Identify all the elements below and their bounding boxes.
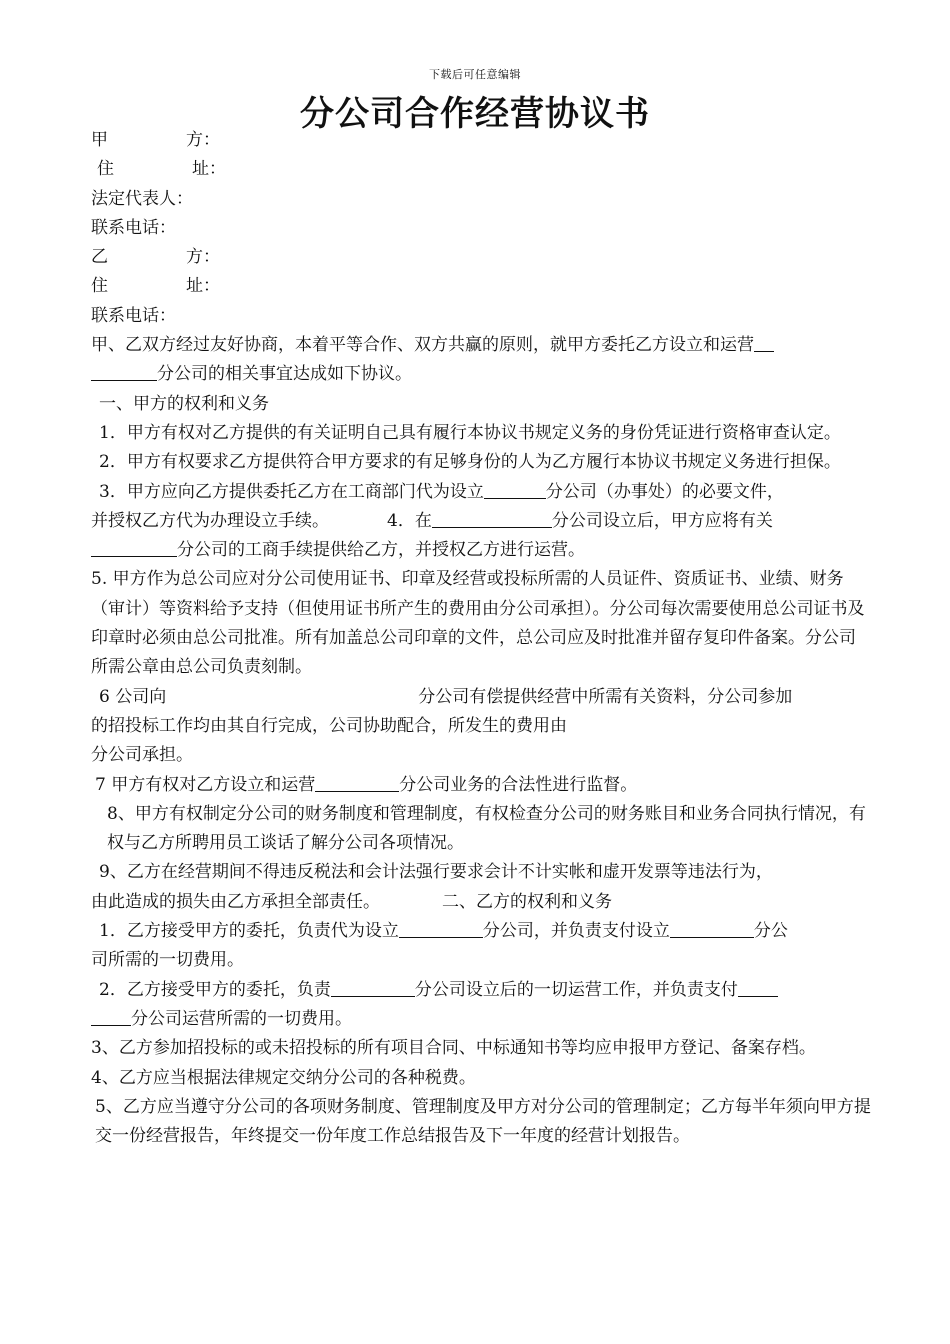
party-a-label-jia: 甲 bbox=[91, 130, 108, 150]
section1-item5: 5. 甲方作为总公司应对分公司使用证书、印章及经营或投标所需的人员证件、资质证书、业绩、财务（审计）等资料给予支持（但使用证书所产生的费用由分公司承担）。分公司每次需要使用总公司证书及印章时必须由总公司批准。所有加盖总公司印章的文件，总公司应及时批准并留存复印件备案。分公司所需公章由总公司负责刻制。 bbox=[91, 569, 865, 678]
header-note: 下载后可任意编辑 bbox=[429, 68, 521, 81]
section1-item7-text-b: 分公司业务的合法性进行监督。 bbox=[399, 774, 638, 795]
party-b-name-row bbox=[91, 243, 871, 272]
party-b-address-row bbox=[91, 272, 871, 301]
section2-item5: 5、乙方应当遵守分公司的各项财务制度、管理制度及甲方对分公司的管理制定；乙方每半年须向甲方提交一份经营报告，年终提交一份年度工作总结报告及下一年度的经营计划报告。 bbox=[95, 1096, 871, 1147]
section1-item7-text-a: 7 甲方有权对乙方设立和运营 bbox=[95, 774, 316, 795]
section2-item1-line2: 司所需的一切费用。 bbox=[91, 950, 244, 971]
section2-item4: 4、乙方应当根据法律规定交纳分公司的各种税费。 bbox=[91, 1067, 476, 1088]
section1-item6-text-a: 6 公司向 bbox=[99, 686, 167, 707]
section1-item3-text-c: 并授权乙方代为办理设立手续。 bbox=[91, 510, 329, 531]
section2-item1-text-c: 分公 bbox=[753, 921, 788, 942]
section1-item7 bbox=[91, 771, 871, 800]
party-a-label-zhu: 住 bbox=[97, 159, 114, 180]
section1-item3-text-b: 分公司（办事处）的必要文件， bbox=[545, 481, 784, 502]
section2-item1-line1 bbox=[91, 917, 871, 946]
party-a-label-fang: 方： bbox=[186, 130, 220, 150]
party-b-label-zhu: 住 bbox=[91, 276, 108, 297]
section1-heading: 一、甲方的权利和义务 bbox=[99, 393, 269, 414]
party-a-label-zhi: 址： bbox=[192, 159, 226, 180]
intro-part2: 分公司的相关事宜达成如下协议。 bbox=[157, 364, 412, 385]
section2-item2-text-b: 分公司设立后的一切运营工作，并负责支付 bbox=[414, 979, 738, 1000]
section1-item6-line3: 分公司承担。 bbox=[91, 745, 193, 766]
party-a-legal-rep: 法定代表人： bbox=[91, 188, 193, 209]
party-a-phone: 联系电话： bbox=[91, 217, 176, 238]
blank-field bbox=[91, 362, 157, 381]
section1-item9-line2 bbox=[91, 888, 871, 917]
section1-item3-line1 bbox=[91, 478, 871, 507]
party-b-label-yi: 乙 bbox=[91, 247, 108, 268]
section2-item3: 3、乙方参加招投标的或未招投标的所有项目合同、中标通知书等均应申报甲方登记、备案存档。 bbox=[91, 1038, 816, 1059]
party-a-address-row bbox=[91, 155, 871, 184]
blank-field bbox=[91, 538, 177, 557]
section2-item2-line2 bbox=[91, 1005, 871, 1034]
section1-item6-line1 bbox=[91, 683, 871, 712]
document-body bbox=[91, 126, 871, 1151]
section2-item2-line1 bbox=[91, 976, 871, 1005]
party-a-name-row bbox=[91, 126, 871, 155]
section1-item1: 1．甲方有权对乙方提供的有关证明自己具有履行本协议书规定义务的身份凭证进行资格审查认定。 bbox=[99, 422, 841, 443]
blank-field bbox=[432, 509, 552, 528]
section2-item2-text-a: 2．乙方接受甲方的委托，负责 bbox=[99, 979, 331, 1000]
section1-item6-line2: 的招投标工作均由其自行完成，公司协助配合，所发生的费用由 bbox=[91, 715, 567, 736]
blank-field bbox=[399, 919, 483, 938]
intro-line-2 bbox=[91, 360, 871, 389]
section1-item8: 8、甲方有权制定分公司的财务制度和管理制度，有权检查分公司的财务账目和业务合同执行情况，有权与乙方所聘用员工谈话了解分公司各项情况。 bbox=[107, 803, 866, 854]
party-b-label-fang: 方： bbox=[186, 247, 220, 268]
blank-field bbox=[754, 333, 774, 352]
blank-field bbox=[738, 978, 778, 997]
blank-field bbox=[91, 1007, 131, 1026]
section1-item3-text-a: 3．甲方应向乙方提供委托乙方在工商部门代为设立 bbox=[99, 481, 484, 502]
section2-heading: 二、乙方的权利和义务 bbox=[442, 891, 612, 912]
section2-item1-text-a: 1．乙方接受甲方的委托，负责代为设立 bbox=[99, 921, 399, 942]
blank-field bbox=[670, 919, 754, 938]
section1-item6-text-b: 分公司有偿提供经营中所需有关资料，分公司参加 bbox=[418, 686, 793, 707]
section1-item9-text-b: 由此造成的损失由乙方承担全部责任。 bbox=[91, 891, 380, 912]
section1-item4-text-c: 分公司的工商手续提供给乙方，并授权乙方进行运营。 bbox=[177, 540, 585, 561]
blank-field bbox=[315, 773, 399, 792]
section1-item4-line2 bbox=[91, 536, 871, 565]
section1-item4-text-a: 4．在 bbox=[387, 510, 432, 531]
intro-part1: 甲、乙双方经过友好协商，本着平等合作、双方共赢的原则，就甲方委托乙方设立和运营 bbox=[91, 335, 754, 356]
section2-item2-text-c: 分公司运营所需的一切费用。 bbox=[131, 1008, 352, 1029]
intro-line-1 bbox=[91, 331, 871, 360]
section2-item1-text-b: 分公司，并负责支付设立 bbox=[482, 921, 670, 942]
section1-item9-line1: 9、乙方在经营期间不得违反税法和会计法强行要求会计不计实帐和虚开发票等违法行为， bbox=[99, 862, 773, 883]
party-b-phone: 联系电话： bbox=[91, 305, 176, 326]
document-title: 分公司合作经营协议书 bbox=[300, 94, 650, 134]
section1-item3-4-line bbox=[91, 507, 871, 536]
party-b-label-zhi: 址： bbox=[186, 276, 220, 297]
section1-item2: 2．甲方有权要求乙方提供符合甲方要求的有足够身份的人为乙方履行本协议书规定义务进行担保。 bbox=[99, 452, 841, 473]
blank-field bbox=[331, 978, 415, 997]
blank-field bbox=[484, 480, 546, 499]
section1-item4-text-b: 分公司设立后，甲方应将有关 bbox=[551, 510, 773, 531]
